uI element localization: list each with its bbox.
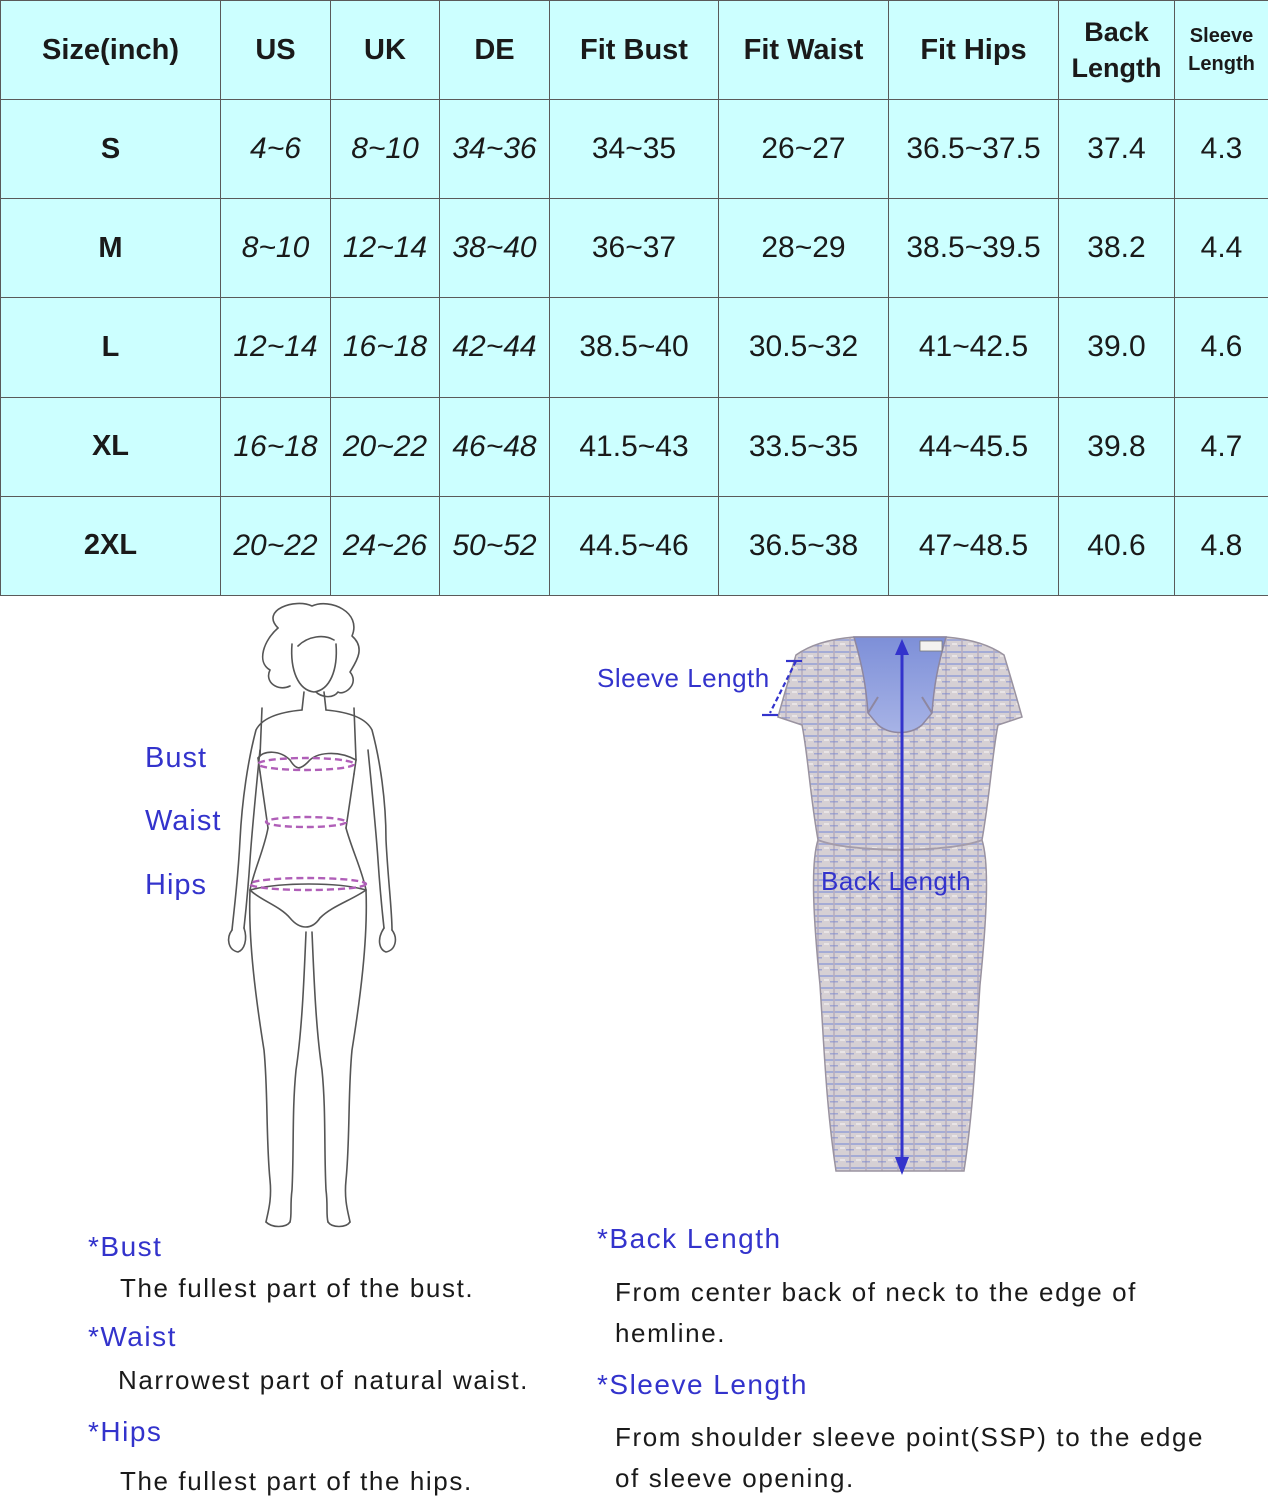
table-cell: 16~18 <box>331 298 440 397</box>
table-cell: 46~48 <box>440 397 550 496</box>
table-cell: 44~45.5 <box>889 397 1059 496</box>
table-row <box>1 199 1268 298</box>
table-cell: 40.6 <box>1059 496 1175 595</box>
table-cell: 37.4 <box>1059 100 1175 199</box>
table-cell: 4.7 <box>1175 397 1268 496</box>
table-cell: 26~27 <box>719 100 889 199</box>
header-fit-bust: Fit Bust <box>550 1 719 100</box>
table-cell: 4.8 <box>1175 496 1268 595</box>
header-fit-hips: Fit Hips <box>889 1 1059 100</box>
table-cell: 36.5~38 <box>719 496 889 595</box>
note-back-length-title: *Back Length <box>597 1223 782 1255</box>
table-cell: 8~10 <box>331 100 440 199</box>
table-cell: 42~44 <box>440 298 550 397</box>
table-cell: 2XL <box>1 496 221 595</box>
header-de: DE <box>440 1 550 100</box>
table-row <box>1 298 1268 397</box>
note-sleeve-length-text: From shoulder sleeve point(SSP) to the edge of sleeve opening. <box>615 1417 1215 1499</box>
table-cell: 39.8 <box>1059 397 1175 496</box>
header-fit-waist: Fit Waist <box>719 1 889 100</box>
header-back-length: Back Length <box>1059 1 1175 100</box>
table-cell: 38~40 <box>440 199 550 298</box>
table-cell: 12~14 <box>221 298 331 397</box>
table-cell: 39.0 <box>1059 298 1175 397</box>
table-cell: 4~6 <box>221 100 331 199</box>
header-size: Size(inch) <box>1 1 221 100</box>
table-cell: 36.5~37.5 <box>889 100 1059 199</box>
note-hips-title: *Hips <box>88 1416 162 1448</box>
header-sleeve-length: Sleeve Length <box>1175 1 1268 100</box>
table-cell: 41~42.5 <box>889 298 1059 397</box>
table-header-row <box>1 1 1268 100</box>
table-cell: 47~48.5 <box>889 496 1059 595</box>
table-cell: 44.5~46 <box>550 496 719 595</box>
table-cell: 38.5~39.5 <box>889 199 1059 298</box>
note-sleeve-length-title: *Sleeve Length <box>597 1369 808 1401</box>
table-cell: 4.6 <box>1175 298 1268 397</box>
hips-label: Hips <box>145 869 207 902</box>
note-waist-title: *Waist <box>88 1321 177 1353</box>
table-cell: 20~22 <box>221 496 331 595</box>
table-cell: 4.3 <box>1175 100 1268 199</box>
note-back-length-text: From center back of neck to the edge of hemline. <box>615 1272 1215 1354</box>
table-row <box>1 496 1268 595</box>
table-row <box>1 100 1268 199</box>
table-cell: 30.5~32 <box>719 298 889 397</box>
table-cell: 28~29 <box>719 199 889 298</box>
back-length-label: Back Length <box>821 866 971 897</box>
table-cell: 50~52 <box>440 496 550 595</box>
table-cell: 38.5~40 <box>550 298 719 397</box>
header-uk: UK <box>331 1 440 100</box>
bust-label: Bust <box>145 742 207 775</box>
table-row <box>1 397 1268 496</box>
note-hips-text: The fullest part of the hips. <box>120 1461 580 1502</box>
header-us: US <box>221 1 331 100</box>
table-cell: 24~26 <box>331 496 440 595</box>
table-cell: XL <box>1 397 221 496</box>
table-cell: M <box>1 199 221 298</box>
table-cell: 12~14 <box>331 199 440 298</box>
sleeve-length-label: Sleeve Length <box>597 663 770 694</box>
table-cell: 20~22 <box>331 397 440 496</box>
waist-label: Waist <box>145 805 221 838</box>
table-cell: 34~35 <box>550 100 719 199</box>
note-bust-title: *Bust <box>88 1231 162 1263</box>
size-chart-table <box>0 0 1268 596</box>
table-cell: 33.5~35 <box>719 397 889 496</box>
table-cell: L <box>1 298 221 397</box>
note-bust-text: The fullest part of the bust. <box>120 1268 580 1309</box>
note-waist-text: Narrowest part of natural waist. <box>118 1360 588 1401</box>
table-cell: 4.4 <box>1175 199 1268 298</box>
table-cell: S <box>1 100 221 199</box>
table-cell: 16~18 <box>221 397 331 496</box>
table-cell: 36~37 <box>550 199 719 298</box>
table-cell: 41.5~43 <box>550 397 719 496</box>
table-cell: 34~36 <box>440 100 550 199</box>
table-cell: 8~10 <box>221 199 331 298</box>
body-measurement-figure <box>220 600 400 1230</box>
dress-measurement-figure <box>750 625 1050 1185</box>
table-cell: 38.2 <box>1059 199 1175 298</box>
